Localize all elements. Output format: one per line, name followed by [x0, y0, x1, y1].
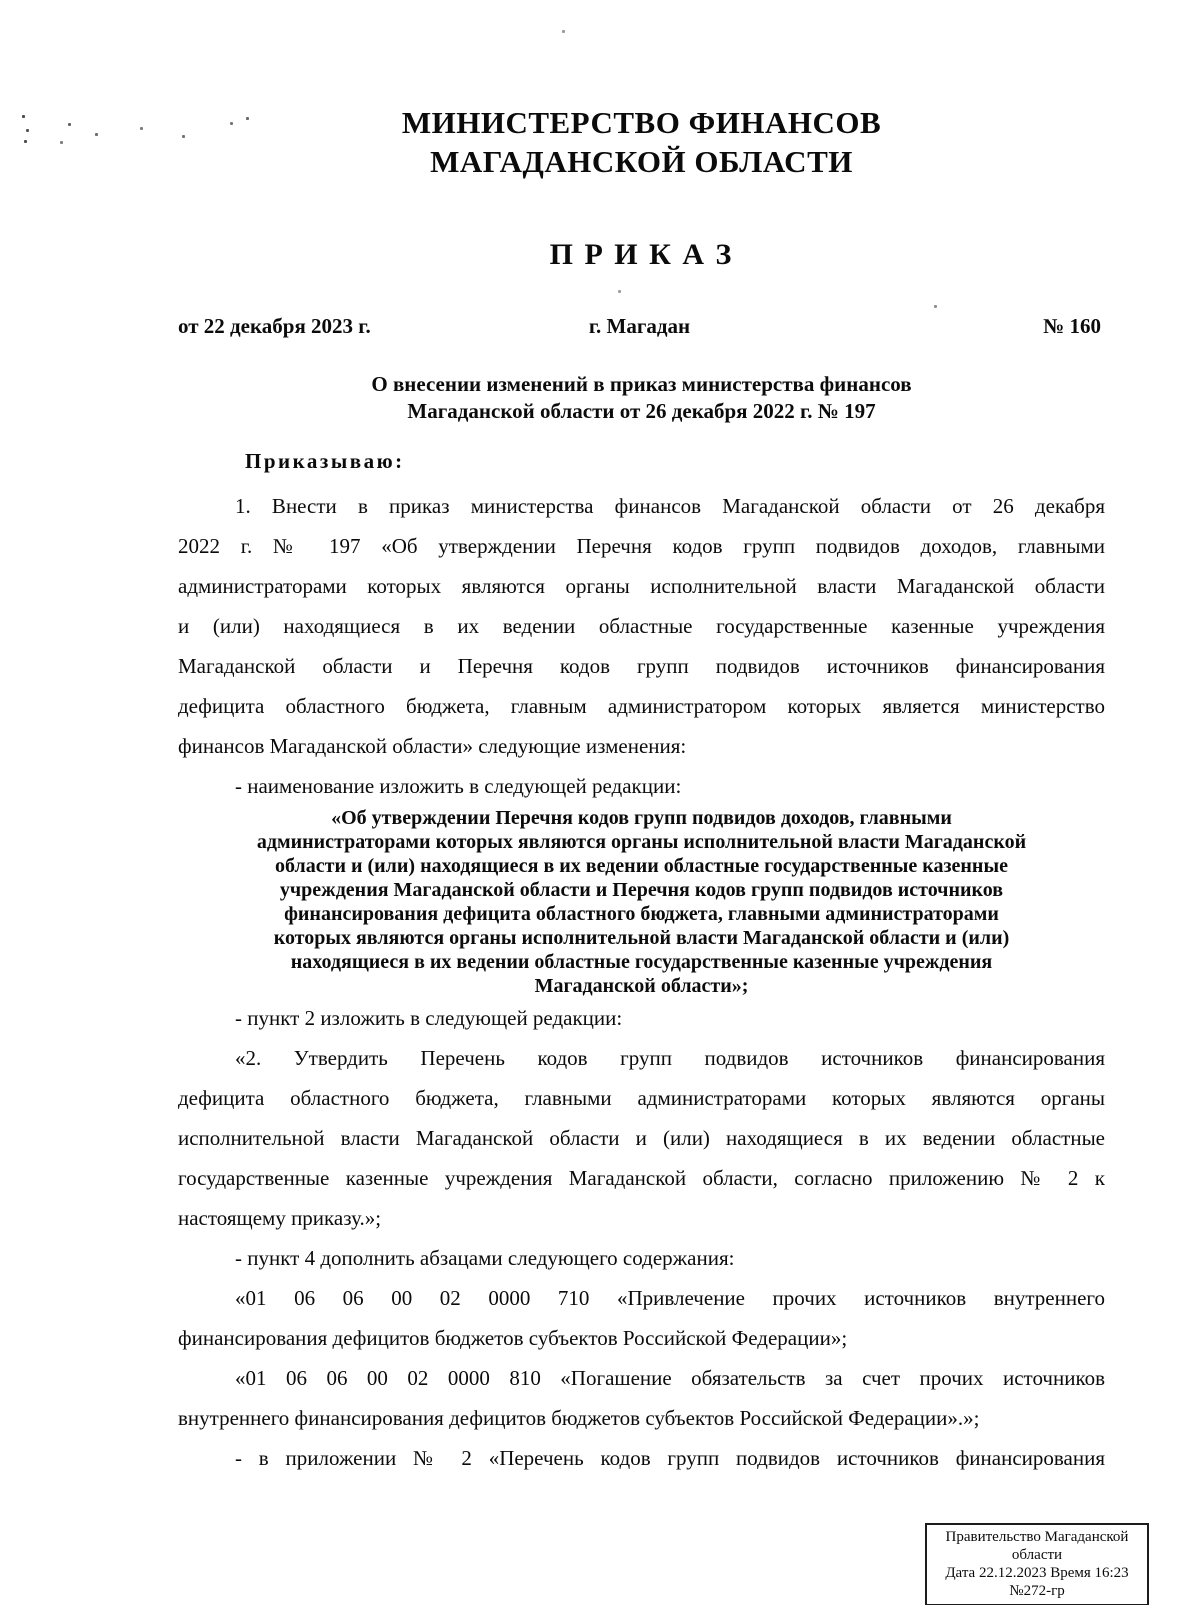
text-line: финансов Магаданской области» следующие изменения:: [178, 734, 687, 758]
code-810-paragraph: [178, 1358, 1105, 1438]
doc-number: № 160: [1043, 314, 1102, 338]
order-keyword: Приказываю:: [245, 449, 405, 473]
doc-place: г. Магадан: [588, 314, 691, 338]
text-line: «01 06 06 00 02 0000 810 «Погашение обязательств за счет прочих источников: [235, 1366, 1105, 1390]
stamp-reg-number: №272-гр: [1009, 1583, 1065, 1599]
new-title-line-8: Магаданской области»;: [534, 975, 749, 997]
amendment-point2-line: - пункт 2 изложить в следующей редакции:: [235, 1006, 623, 1030]
text-line: 1. Внести в приказ министерства финансов Магаданской области от 26 декабря: [235, 494, 1105, 518]
doc-subject: [178, 371, 1105, 425]
text-line: исполнительной власти Магаданской области и (или) находящиеся в их ведении областные: [178, 1126, 1105, 1150]
text-line: и (или) находящиеся в их ведении областные государственные казенные учреждения: [178, 614, 1105, 638]
text-line: настоящему приказу.»;: [178, 1206, 382, 1230]
doc-type-title: П Р И К А З: [549, 238, 734, 271]
date-row: [178, 313, 1105, 339]
letterhead: [178, 103, 1105, 181]
paragraph-2: [178, 1038, 1105, 1238]
new-title-line-4: учреждения Магаданской области и Перечня кодов групп подвидов источников: [279, 879, 1004, 901]
text-line: государственные казенные учреждения Магаданской области, согласно приложению № 2 к: [178, 1166, 1105, 1190]
amendment-appendix2-line: - в приложении № 2 «Перечень кодов групп подвидов источников финансирования: [235, 1446, 1105, 1470]
text-line: «2. Утвердить Перечень кодов групп подвидов источников финансирования: [235, 1046, 1105, 1070]
org-name-line-1: МИНИСТЕРСТВО ФИНАНСОВ: [401, 105, 882, 140]
doc-subject-line-2: Магаданской области от 26 декабря 2022 г. № 197: [407, 399, 876, 423]
doc-date: от 22 декабря 2023 г.: [178, 314, 371, 338]
new-title-block: [178, 806, 1105, 998]
text-line: финансирования дефицитов бюджетов субъектов Российской Федерации»;: [178, 1326, 848, 1350]
text-line: внутреннего финансирования дефицитов бюджетов субъектов Российской Федерации».»;: [178, 1406, 980, 1430]
org-name-line-2: МАГАДАНСКОЙ ОБЛАСТИ: [430, 144, 853, 179]
doc-subject-line-1: О внесении изменений в приказ министерства финансов: [371, 372, 912, 396]
registration-stamp: [925, 1523, 1149, 1605]
text-line: 2022 г. № 197 «Об утверждении Перечня кодов групп подвидов доходов, главными: [178, 534, 1105, 558]
new-title-line-2: администраторами которых являются органы исполнительной власти Магаданской: [256, 831, 1027, 853]
text-line: дефицита областного бюджета, главным администратором которых является министерство: [178, 694, 1105, 718]
amendment-point4-line: - пункт 4 дополнить абзацами следующего содержания:: [235, 1246, 735, 1270]
stamp-org-line-1: Правительство Магаданской: [945, 1529, 1129, 1545]
amendment-name-line: - наименование изложить в следующей редакции:: [235, 774, 682, 798]
text-line: «01 06 06 00 02 0000 710 «Привлечение прочих источников внутреннего: [235, 1286, 1105, 1310]
new-title-line-1: «Об утверждении Перечня кодов групп подвидов доходов, главными: [331, 807, 952, 829]
text-line: администраторами которых являются органы исполнительной власти Магаданской области: [178, 574, 1105, 598]
stamp-org-line-2: области: [1011, 1547, 1063, 1563]
paragraph-1: [178, 486, 1105, 766]
text-line: дефицита областного бюджета, главными администраторами которых являются органы: [178, 1086, 1105, 1110]
scan-noise: [22, 115, 25, 118]
text-line: Магаданской области и Перечня кодов групп подвидов источников финансирования: [178, 654, 1105, 678]
new-title-line-7: находящиеся в их ведении областные государственные казенные учреждения: [290, 951, 993, 973]
new-title-line-5: финансирования дефицита областного бюджета, главными администраторами: [284, 903, 999, 925]
new-title-line-6: которых являются органы исполнительной власти Магаданской области и (или): [273, 927, 1010, 949]
code-710-paragraph: [178, 1278, 1105, 1358]
new-title-line-3: области и (или) находящиеся в их ведении областные государственные казенные: [275, 855, 1008, 877]
stamp-date-time: Дата 22.12.2023 Время 16:23: [945, 1565, 1129, 1581]
